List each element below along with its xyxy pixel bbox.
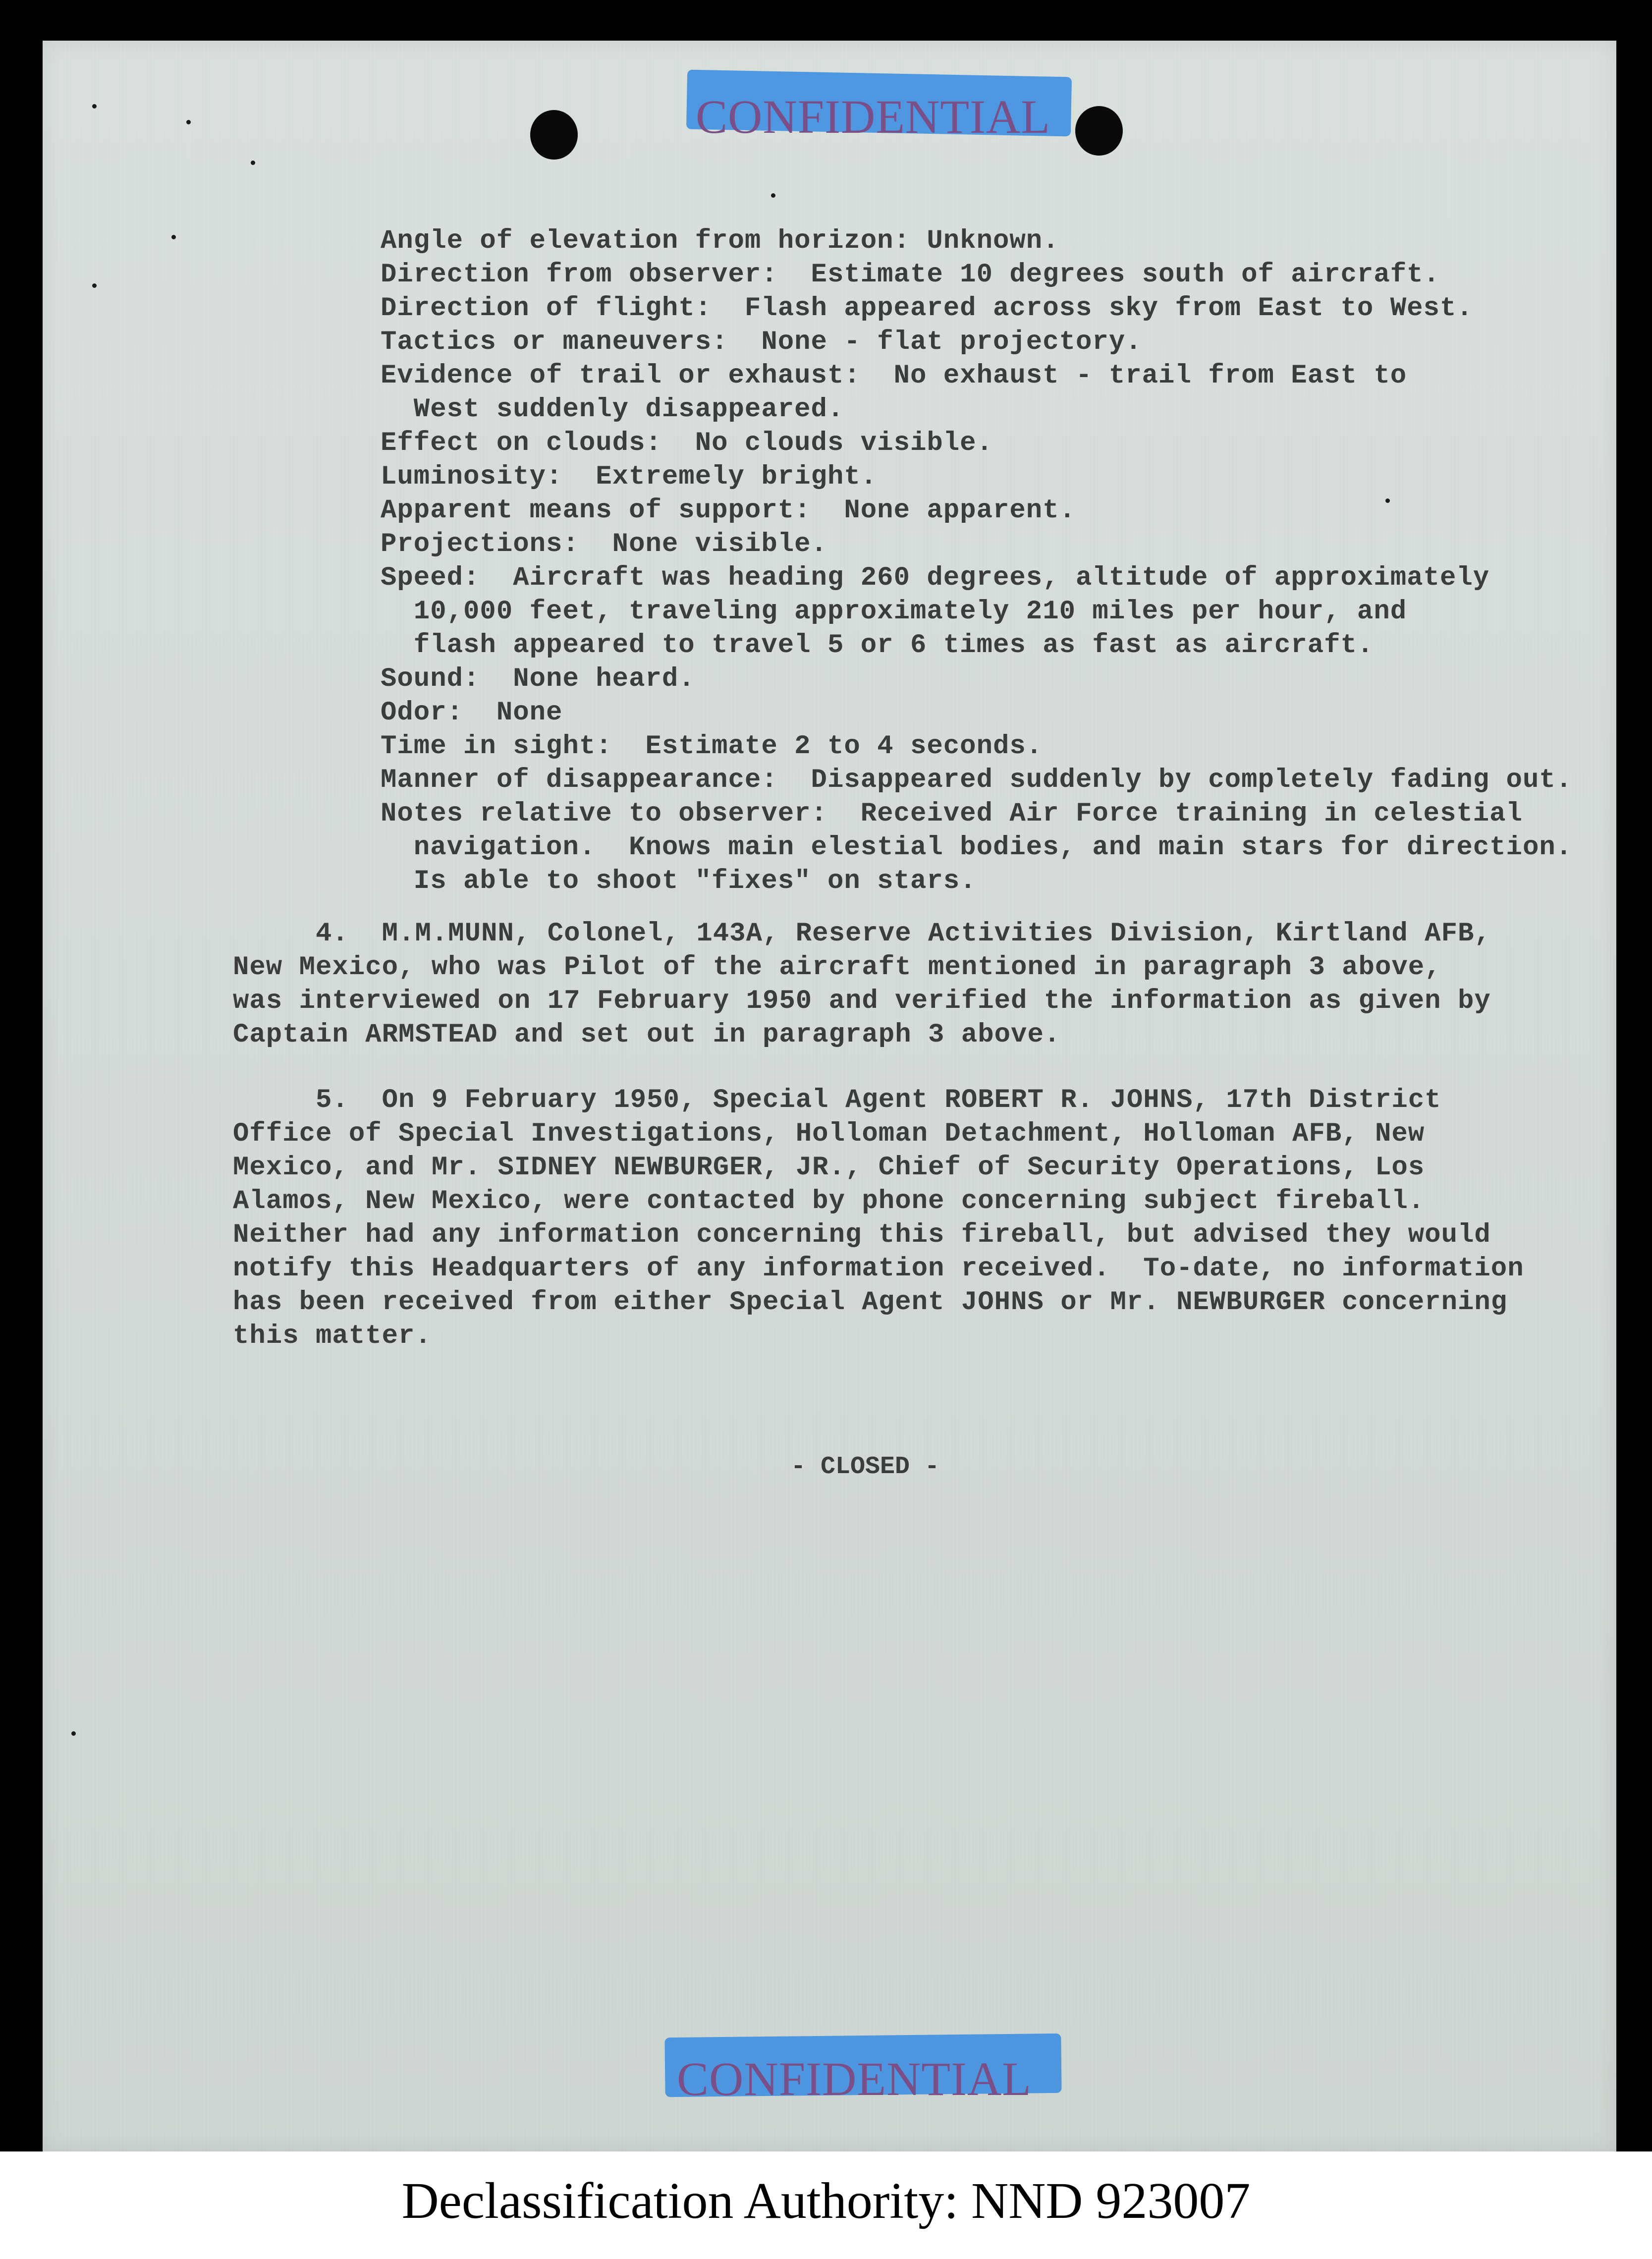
- dust-speck: [186, 120, 191, 124]
- dust-speck: [71, 1731, 76, 1736]
- observation-line: Apparent means of support: None apparent.: [381, 496, 1076, 526]
- observation-line: navigation. Knows main elestial bodies, and main stars for direction.: [381, 832, 1573, 863]
- paragraph-5-line: Neither had any information concerning this fireball, but advised they would: [233, 1220, 1491, 1250]
- observation-line: West suddenly disappeared.: [381, 394, 844, 425]
- paragraph-4-line: was interviewed on 17 February 1950 and verified the information as given by: [233, 986, 1491, 1016]
- paragraph-5-line: this matter.: [233, 1321, 432, 1351]
- paragraph-5-line: 5. On 9 February 1950, Special Agent ROBERT R. JOHNS, 17th District: [233, 1085, 1441, 1115]
- observation-line: Direction from observer: Estimate 10 degrees south of aircraft.: [381, 260, 1440, 290]
- observation-line: flash appeared to travel 5 or 6 times as fast as aircraft.: [381, 630, 1374, 661]
- paragraph-4-line: Captain ARMSTEAD and set out in paragraph 3 above.: [233, 1020, 1061, 1050]
- observation-line: Luminosity: Extremely bright.: [381, 462, 878, 492]
- paragraph-5-line: Alamos, New Mexico, were contacted by phone concerning subject fireball.: [233, 1186, 1425, 1216]
- dust-speck: [771, 193, 775, 198]
- dust-speck: [92, 283, 97, 288]
- observation-line: Notes relative to observer: Received Air Force training in celestial: [381, 799, 1523, 829]
- observation-line: Evidence of trail or exhaust: No exhaust - trail from East to: [381, 361, 1407, 391]
- observation-line: Angle of elevation from horizon: Unknown.: [381, 226, 1059, 256]
- observation-line: Odor: None: [381, 698, 563, 728]
- dust-speck: [251, 161, 255, 165]
- paragraph-5-line: Mexico, and Mr. SIDNEY NEWBURGER, JR., Chief of Security Operations, Los: [233, 1153, 1425, 1183]
- dust-speck: [171, 235, 176, 239]
- declassification-authority: Declassification Authority: NND 923007: [401, 2172, 1251, 2229]
- observation-line: Sound: None heard.: [381, 664, 695, 694]
- paragraph-5-line: Office of Special Investigations, Holloman Detachment, Holloman AFB, New: [233, 1119, 1425, 1149]
- observation-line: Time in sight: Estimate 2 to 4 seconds.: [381, 731, 1043, 762]
- punch-hole-left: [530, 110, 578, 160]
- paragraph-4-line: 4. M.M.MUNN, Colonel, 143A, Reserve Activities Division, Kirtland AFB,: [233, 919, 1491, 949]
- closing-mark: - CLOSED -: [791, 1453, 940, 1481]
- observation-line: Is able to shoot "fixes" on stars.: [381, 866, 977, 896]
- footer-bar: [0, 2151, 1652, 2259]
- observation-line: Direction of flight: Flash appeared across sky from East to West.: [381, 293, 1473, 324]
- paragraph-5-line: has been received from either Special Agent JOHNS or Mr. NEWBURGER concerning: [233, 1287, 1508, 1318]
- classification-stamp-top: CONFIDENTIAL: [696, 90, 1050, 143]
- observation-line: Tactics or maneuvers: None - flat projectory.: [381, 327, 1142, 357]
- paragraph-5-line: notify this Headquarters of any information received. To-date, no information: [233, 1254, 1524, 1284]
- classification-stamp-bottom: CONFIDENTIAL: [677, 2052, 1032, 2105]
- paragraph-4-line: New Mexico, who was Pilot of the aircraft mentioned in paragraph 3 above,: [233, 952, 1441, 983]
- dust-speck: [1385, 498, 1390, 503]
- document-page: [43, 41, 1616, 2151]
- observation-line: 10,000 feet, traveling approximately 210 miles per hour, and: [381, 597, 1407, 627]
- observation-line: Manner of disappearance: Disappeared suddenly by completely fading out.: [381, 765, 1573, 795]
- punch-hole-right: [1075, 106, 1123, 156]
- observation-line: Speed: Aircraft was heading 260 degrees, altitude of approximately: [381, 563, 1490, 593]
- observation-line: Projections: None visible.: [381, 529, 827, 559]
- dust-speck: [92, 104, 97, 109]
- observation-line: Effect on clouds: No clouds visible.: [381, 428, 993, 458]
